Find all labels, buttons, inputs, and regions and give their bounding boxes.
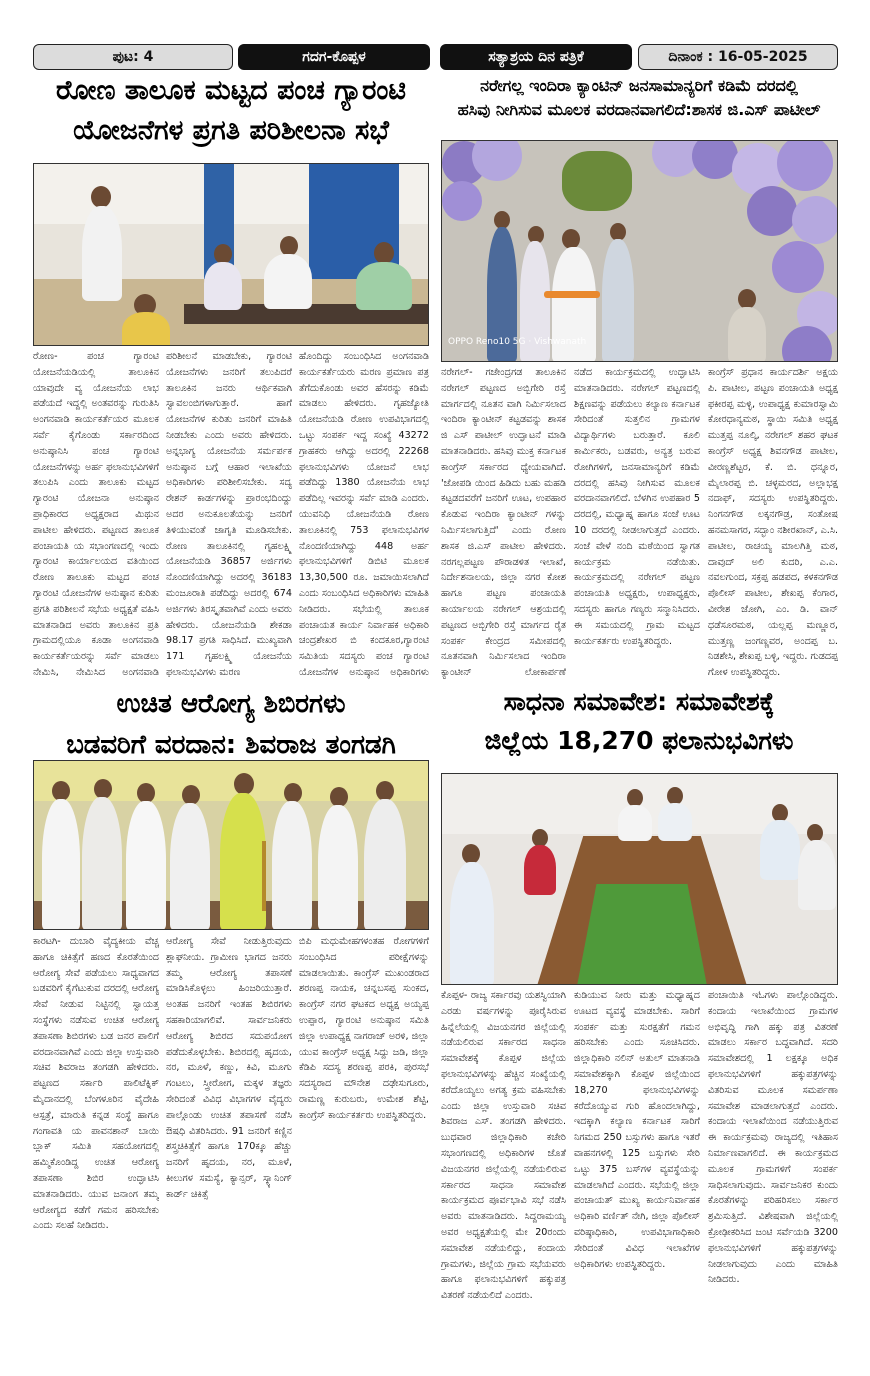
story4-headline (437, 686, 841, 757)
issue-date: ದಿನಾಂಕ : 16-05-2025 (668, 49, 808, 65)
story2-photo (441, 140, 838, 362)
story3-column3 (299, 934, 429, 1330)
date-box (638, 44, 838, 70)
story4-text3: ಪಂಚಾಯಿತಿ ಇಓಗಳು ಪಾಲ್ಗೊಂಡಿದ್ದರು. ಕಂದಾಯ ಇಲಾಖೆಯಿಂದ ಗ್ರಾಮಗಳ ಅಭಿವೃದ್ಧಿ ಗಾಗಿ ಹಕ್ಕು ಪತ್ರ ವಿತರಣೆ ಮಾಡಲು ಸರ್ಕಾರ ಬದ್ಧವಾಗಿದೆ. ಸದರಿ ಸಮಾವೇಶದಲ್ಲಿ 1 ಲಕ್ಷಕ್ಕೂ ಅಧಿಕ ಫಲಾನುಭವಿಗಳಿಗೆ ಹಕ್ಕುಪತ್ರಗಳನ್ನು ವಿತರಿಸುವ ಮೂಲಕ ಸಮರ್ಪಣಾ ಸಮಾವೇಶ ಮಾಡಲಾಗುತ್ತದೆ ಎಂದರು. ಕಂದಾಯ ಇಲಾಖೆಯಿಂದ ನಡೆಯುತ್ತಿರುವ ಈ ಕಾರ್ಯಕ್ರಮವು ರಾಜ್ಯದಲ್ಲಿ ಇತಿಹಾಸ ನಿರ್ಮಾಣವಾಗಲಿದೆ. ಈ ಕಾರ್ಯಕ್ರಮದ ಮೂಲಕ ಗ್ರಾಮಗಳಿಗೆ ಸಂಪರ್ಕ ಸಾಧಿಸಲಾಗುವುದು. ಸಾರ್ವಜನಿಕರ ಕುಂದು ಕೊರತೆಗಳನ್ನು ಪರಿಹರಿಸಲು ಸರ್ಕಾರ ಶ್ರಮಿಸುತ್ತಿದೆ. ವಿಶೇಷವಾಗಿ ಜಿಲ್ಲೆಯಲ್ಲಿ ಕ್ರೋಢೀಕರಿಸಿದ ಜಂಟಿ ಸರ್ವೆಯಡಿ 3200 ಫಲಾನುಭವಿಗಳಿಗೆ ಹಕ್ಕುಪತ್ರಗಳನ್ನು ನೀಡಲಾಗುವುದು ಎಂದು ಮಾಹಿತಿ ನೀಡಿದರು. (708, 990, 838, 1286)
story2-column3 (708, 365, 838, 679)
story4-column2 (574, 988, 700, 1330)
story2-headline-line1: ನರೇಗಲ್ಲ ಇಂದಿರಾ ಕ್ಯಾಂಟಿನ್ ಜನಸಾಮಾನ್ಯರಿಗೆ ಕಡಿಮೆ ದರದಲ್ಲಿ (480, 76, 798, 95)
story3-text3: ಬಿಪಿ ಮಧುಮೇಹಗಳಂತಹ ರೋಗಗಳಿಗೆ ಸಂಬಂಧಿಸಿದ ಪರೀಕ್ಷೆಗಳನ್ನು ಮಾಡಲಾಯಿತು. ಕಾಂಗ್ರೆಸ್ ಮುಖಂಡರಾದ ಶರಣಪ್ಪ ನಾಯಕ, ಚನ್ನಬಸಪ್ಪ ಸುಂಕದ, ಕಾಂಗ್ರೆಸ್ ನಗರ ಘಟಕದ ಅಧ್ಯಕ್ಷ ಅಯ್ಯಪ್ಪ ಉಪ್ಪಾರ, ಗ್ಯಾರಂಟಿ ಅನುಷ್ಠಾನ ಸಮಿತಿ ಜಿಲ್ಲಾ ಉಪಾಧ್ಯಕ್ಷ ನಾಗರಾಜ್ ಅರಳಿ, ಜಿಲ್ಲಾ ಯುವ ಕಾಂಗ್ರೆಸ್ ಅಧ್ಯಕ್ಷ ಸಿದ್ದು ಜಡಿ, ಜಿಲ್ಲಾ ಕೆಡಿಪಿ ಸದಸ್ಯ ಶರಣಪ್ಪ ಪರಕಿ, ಪುರಸಭೆ ಸದಸ್ಯರಾದ ಮೌನೇಶ ದಢೇಸುಗೂರು, ರಾಮಣ್ಣ ಕುರುಬರು, ಉಮೇಶ ಶೆಟ್ಟಿ, ಕಾಂಗ್ರೆಸ್ ಕಾರ್ಯಕರ್ತರು ಉಪಸ್ಥಿತರಿದ್ದರು. (299, 936, 429, 1121)
story3-photo (33, 760, 429, 930)
paper-name: ಸತ್ಯಾಶ್ರಯ ದಿನ ಪತ್ರಿಕೆ (488, 49, 584, 65)
story4-photo (441, 773, 838, 985)
story3-headline-line2: ಬಡವರಿಗೆ ವರದಾನ: ಶಿವರಾಜ ತಂಗಡಗಿ (66, 729, 396, 760)
story4-text2: ಕುಡಿಯುವ ನೀರು ಮತ್ತು ಮಧ್ಯಾಹ್ನದ ಊಟದ ವ್ಯವಸ್ಥೆ ಮಾಡಬೇಕು. ಸಾರಿಗೆ ಸಂಪರ್ಕ ಮತ್ತು ಸುರಕ್ಷತೆಗೆ ಗಮನ ಹರಿಸಬೇಕು ಎಂದು ಸೂಚಿಸಿದರು. ಜಿಲ್ಲಾಧಿಕಾರಿ ನಲಿನ್ ಅತುಲ್ ಮಾತನಾಡಿ ಸಮಾವೇಶಕ್ಕಾಗಿ ಕೊಪ್ಪಳ ಜಿಲ್ಲೆಯಿಂದ 18,270 ಫಲಾನುಭವಿಗಳನ್ನು ಕರೆದೊಯ್ಯುವ ಗುರಿ ಹೊಂದಲಾಗಿದ್ದು, ಇದಕ್ಕಾಗಿ ಕಲ್ಯಾಣ ಕರ್ನಾಟಕ ಸಾರಿಗೆ ನಿಗಮದ 250 ಬಸ್ಸುಗಳು ಹಾಗೂ ಇತರೆ ವಾಹನಗಳಲ್ಲಿ 125 ಬಸ್ಸುಗಳು ಸೇರಿ ಒಟ್ಟು 375 ಬಸ್‌ಗಳ ವ್ಯವಸ್ಥೆಯನ್ನು ಮಾಡಲಾಗಿದೆ ಎಂದರು. ಸಭೆಯಲ್ಲಿ ಜಿಲ್ಲಾ ಪಂಚಾಯತ್ ಮುಖ್ಯ ಕಾರ್ಯನಿರ್ವಾಹಕ ಅಧಿಕಾರಿ ವರ್ಣಿತ್ ನೇಗಿ, ಜಿಲ್ಲಾ ಪೊಲೀಸ್ ವರಿಷ್ಠಾಧಿಕಾರಿ, ಉಪವಿಭಾಗಾಧಿಕಾರಿ ಸೇರಿದಂತೆ ವಿವಿಧ ಇಲಾಖೆಗಳ ಅಧಿಕಾರಿಗಳು ಉಪಸ್ಥಿತರಿದ್ದರು. (574, 990, 700, 1270)
story1-column2 (166, 349, 292, 679)
photo-watermark: OPPO Reno10 5G · Vishwanath (448, 337, 587, 347)
story1-column1 (33, 349, 159, 679)
story2-headline-line2: ಹಸಿವು ನೀಗಿಸುವ ಮೂಲಕ ವರದಾನವಾಗಲಿದೆ:ಶಾಸಕ ಜಿ.ಎಸ್ ಪಾಟೀಲ್ (457, 100, 821, 119)
story3-column1 (33, 934, 159, 1330)
story1-headline (30, 74, 432, 148)
story2-column1 (441, 365, 566, 679)
story4-column3 (708, 988, 838, 1330)
story3-text2: ಆರೋಗ್ಯ ಸೇವೆ ನೀಡುತ್ತಿರುವುದು ಶ್ಲಾಘನೀಯ. ಗ್ರಾಮೀಣ ಭಾಗದ ಜನರು ತಮ್ಮ ಆರೋಗ್ಯ ತಪಾಸಣೆ ಮಾಡಿಸಿಕೊಳ್ಳಲು ಹಿಂಜರಿಯುತ್ತಾರೆ. ಅಂತಹ ಜನರಿಗೆ ಇಂತಹ ಶಿಬಿರಗಳು ಸಹಕಾರಿಯಾಗಲಿವೆ. ಸಾರ್ವಜನಿಕರು ಆರೋಗ್ಯ ಶಿಬಿರದ ಸದುಪಯೋಗ ಪಡೆದುಕೊಳ್ಳಬೇಕು. ಶಿಬಿರದಲ್ಲಿ ಹೃದಯ, ನರ, ಮೂಳೆ, ಕಣ್ಣು, ಕಿವಿ, ಮೂಗು ಗಂಟಲು, ಸ್ತ್ರೀರೋಗ, ಮಕ್ಕಳ ತಜ್ಞರು ಸೇರಿದಂತೆ ವಿವಿಧ ವಿಭಾಗಗಳ ವೈದ್ಯರು ಪಾಲ್ಗೊಂಡು ಉಚಿತ ತಪಾಸಣೆ ನಡೆಸಿ ಔಷಧಿ ವಿತರಿಸಿದರು. 91 ಜನರಿಗೆ ಕಣ್ಣಿನ ಶಸ್ತ್ರಚಿಕಿತ್ಸೆಗೆ ಹಾಗೂ 170ಕ್ಕೂ ಹೆಚ್ಚು ಜನರಿಗೆ ಹೃದಯ, ನರ, ಮೂಳೆ, ಕೀಲುಗಳ ಸಮಸ್ಯೆ, ಕ್ಯಾನ್ಸರ್, ಸ್ಕ್ಯಾನಿಂಗ್ ಕಾರ್ಡ್ ಚಿಕಿತ್ಸೆ (166, 936, 292, 1200)
story2-headline (437, 76, 841, 120)
story4-text1: ಕೊಪ್ಪಳ- ರಾಜ್ಯ ಸರ್ಕಾರವು ಯಶಸ್ವಿಯಾಗಿ ಎರಡು ವರ್ಷಗಳನ್ನು ಪೂರೈಸಿರುವ ಹಿನ್ನೆಲೆಯಲ್ಲಿ ವಿಜಯನಗರ ಜಿಲ್ಲೆಯಲ್ಲಿ ನಡೆಯಲಿರುವ ಸರ್ಕಾರದ ಸಾಧನಾ ಸಮಾವೇಶಕ್ಕೆ ಕೊಪ್ಪಳ ಜಿಲ್ಲೆಯ ಫಲಾನುಭವಿಗಳನ್ನು ಹೆಚ್ಚಿನ ಸಂಖ್ಯೆಯಲ್ಲಿ ಕರೆದೊಯ್ಯಲು ಅಗತ್ಯ ಕ್ರಮ ವಹಿಸಬೇಕು ಎಂದು ಜಿಲ್ಲಾ ಉಸ್ತುವಾರಿ ಸಚಿವ ಶಿವರಾಜ ಎಸ್. ತಂಗಡಗಿ ಹೇಳಿದರು. ಬುಧವಾರ ಜಿಲ್ಲಾಧಿಕಾರಿ ಕಚೇರಿ ಸಭಾಂಗಣದಲ್ಲಿ ಅಧಿಕಾರಿಗಳ ಜೊತೆ ವಿಜಯನಗರ ಜಿಲ್ಲೆಯಲ್ಲಿ ನಡೆಯಲಿರುವ ಸರ್ಕಾರದ ಸಾಧನಾ ಸಮಾವೇಶ ಕಾರ್ಯಕ್ರಮದ ಪೂರ್ವಭಾವಿ ಸಭೆ ನಡೆಸಿ ಅವರು ಮಾತನಾಡಿದರು. ಸಿದ್ದರಾಮಯ್ಯ ಅವರ ಅಧ್ಯಕ್ಷತೆಯಲ್ಲಿ ಮೇ 20ರಂದು ಸಮಾವೇಶ ನಡೆಯಲಿದ್ದು, ಕಂದಾಯ ಗ್ರಾಮಗಳು, ಜಿಲ್ಲೆಯ ಗ್ರಾಮ ಸಭೆಯವರು ಹಾಗೂ ಫಲಾನುಭವಿಗಳಿಗೆ ಹಕ್ಕುಪತ್ರ ವಿತರಣೆ ನಡೆಯಲಿದೆ ಎಂದರು. (441, 990, 566, 1302)
story4-headline-line2: ಜಿಲ್ಲೆಯ 18,270 ಫಲಾನುಭವಿಗಳು (484, 726, 794, 756)
story2-column2 (574, 365, 700, 679)
story2-text3: ಕಾಂಗ್ರೆಸ್ ಪ್ರಧಾನ ಕಾರ್ಯದರ್ಶಿ ಅಕ್ಷಯ ಪಿ. ಪಾಟೀಲ, ಪಟ್ಟಣ ಪಂಚಾಯತಿ ಅಧ್ಯಕ್ಷ ಫಕೀರಪ್ಪ ಮಳ್ಳಿ, ಉಪಾಧ್ಯಕ್ಷ ಕುಮಾರಸ್ವಾಮಿ ಕೋರಧಾನ್ಯಮಠ, ಸ್ಥಾಯಿ ಸಮಿತಿ ಅಧ್ಯಕ್ಷ ಮುತ್ತಪ್ಪ ನೂಲ್ಕಿ, ನರೇಗಲ್ ಶಹರ ಘಟಕ ಕಾಂಗ್ರೆಸ್ ಅಧ್ಯಕ್ಷ ಶಿವನಗೌಡ ಪಾಟೀಲ, ವೀರಣ್ಣಶೆಟ್ಟರ, ಕೆ. ಬಿ. ಧನ್ನೂರ, ಮೈಲಾರಪ್ಪ ಬಿ. ಚಳ್ಳಮರದ, ಅಲ್ಲಾಭಕ್ಷ ನದಾಫ್, ಸದಸ್ಯರು ಉಪಸ್ಥಿತರಿದ್ದರು. ನಿಂಗನಗೌಡ ಲಕ್ಕನಗೌಡ್ರ, ಸಂತೋಷ ಹನಮಸಾಗರ, ಸದ್ಭಾಂ ನಶೀರಖಾನ್, ಎ.ಸಿ. ಪಾಟೀಲ, ರಾಚಯ್ಯ ಮಾಲಗಿತ್ತಿ ಮಠ, ದಾವುದ್ ಅಲಿ ಕುದರಿ, ಎ.ಎ. ನವಲಗುಂದ, ಸಕ್ರಪ್ಪ ಹಡಪದ, ಕಳಕನಗೌಡ ಪೊಲೀಸ್ ಪಾಟೀಲ, ಶೇಖಪ್ಪ ಕೆಂಗಾರ, ವೀರೇಶ ಜೋಗಿ, ಎಂ. ಡಿ. ವಾನ್ ಧಡೆಸೂರಮಠ, ಯಲ್ಲಪ್ಪ ಮಣ್ಣೂರ, ಮುತ್ತಣ್ಣ ಜಂಗಣ್ಣವರ, ಅಂದಪ್ಪ ಬ. ನಿಡಶೇಸಿ, ಶೇಖಪ್ಪ ಬಳ್ಳಿ, ಇದ್ದರು. ಗುಡದಪ್ಪ ಗೋಳ ಉಪಸ್ಥಿತರಿದ್ದರು. (708, 367, 838, 679)
page-number-box (33, 44, 233, 70)
story4-headline-line1: ಸಾಧನಾ ಸಮಾವೇಶ: ಸಮಾವೇಶಕ್ಕೆ (503, 687, 775, 716)
story1-headline-line2: ಯೋಜನೆಗಳ ಪ್ರಗತಿ ಪರಿಶೀಲನಾ ಸಭೆ (73, 114, 389, 146)
page-number: ಪುಟ: 4 (112, 49, 154, 65)
story1-photo (33, 163, 429, 346)
story1-column3 (299, 349, 429, 679)
story2-text2: ನಡೆದ ಕಾರ್ಯಕ್ರಮದಲ್ಲಿ ಉದ್ಘಾಟಿಸಿ ಮಾತನಾಡಿದರು. ನರೇಗಲ್ ಪಟ್ಟಣದಲ್ಲಿ ಶಿಕ್ಷಣವನ್ನು ಪಡೆಯಲು ಕಲ್ಯಾಣ ಕರ್ನಾಟಕ ಸೇರಿದಂತೆ ಸುತ್ತಲಿನ ಗ್ರಾಮಗಳ ವಿದ್ಯಾರ್ಥಿಗಳು ಬರುತ್ತಾರೆ. ಕೂಲಿ ಕಾರ್ಮಿಕರು, ಬಡವರು, ಅನ್ಯತ್ರ ಬರುವ ರೋಗಿಗಳಿಗೆ, ಜನಸಾಮಾನ್ಯರಿಗೆ ಕಡಿಮೆ ದರದಲ್ಲಿ ಹಸಿವು ನೀಗಿಸುವ ಮೂಲಕ ವರದಾನವಾಗಲಿದೆ. ಬೆಳಗಿನ ಉಪಹಾರ 5 ದರದಲ್ಲಿ, ಮಧ್ಯಾಹ್ನ ಹಾಗೂ ಸಂಜೆ ಊಟ 10 ದರದಲ್ಲಿ ನೀಡಲಾಗುತ್ತದೆ ಎಂದರು. ಸಂಜೆ ವೇಳೆ ನಂದಿ ಮಠೆಯಿಂದ ಸ್ವಾಗತ ಕಾರ್ಯಕ್ರಮ ನಡೆಯಿತು. ಕಾರ್ಯಕ್ರಮದಲ್ಲಿ ನರೇಗಲ್ ಪಟ್ಟಣ ಪಂಚಾಯತಿ ಅಧ್ಯಕ್ಷರು, ಉಪಾಧ್ಯಕ್ಷರು, ಸದಸ್ಯರು ಹಾಗೂ ಗಣ್ಯರು ಸನ್ಮಾನಿಸಿದರು. ಈ ಸಮಯದಲ್ಲಿ ಗ್ರಾಮ ಮಟ್ಟದ ಕಾರ್ಯಕರ್ತರು ಉಪಸ್ಥಿತರಿದ್ದರು. (574, 367, 700, 647)
story1-text3: ಹೊಂದಿದ್ದು ಸಂಬಂಧಿಸಿದ ಅಂಗನವಾಡಿ ಕಾರ್ಯಕರ್ತೆಯರು ಮರಣ ಪ್ರಮಾಣ ಪತ್ರ ತೆಗೆದುಕೊಂಡು ಅವರ ಹೆಸರನ್ನು ಕಡಿಮೆ ಮಾಡಲು ಹೇಳಿದರು. ಗೃಹಜ್ಯೋತಿ ಯೋಜನೆಯಡಿ ರೋಣ ಉಪವಿಭಾಗದಲ್ಲಿ ಒಟ್ಟು ಸಂಪರ್ಕ ಇದ್ದ ಸಂಖ್ಯೆ 43272 ಗ್ರಾಹಕರು ಆಗಿದ್ದು ಅದರಲ್ಲಿ 22268 ಫಲಾನುಭವಿಗಳು ಯೋಜನೆ ಲಾಭ ಪಡೆದಿದ್ದು 1380 ಯೋಜನೆಯ ಲಾಭ ಪಡೆದಿಲ್ಲ ಇವರನ್ನು ಸರ್ವೆ ಮಾಡಿ ಎಂದರು. ಯುವನಿಧಿ ಯೋಜನೆಯಡಿ ರೋಣ ತಾಲೂಕಿನಲ್ಲಿ 753 ಫಲಾನುಭವಿಗಳ ನೊಂದಣಿಯಾಗಿದ್ದು 448 ಅರ್ಹ ಫಲಾನುಭವಿಗಳಿಗೆ ಡಿಬಿಟಿ ಮೂಲಕ 13,30,500 ರೂ. ಜಮಾಯಿಸಲಾಗಿದೆ ಎಂದು ಸಂಬಂಧಿಸಿದ ಅಧಿಕಾರಿಗಳು ಮಾಹಿತಿ ನೀಡಿದರು. ಸಭೆಯಲ್ಲಿ ತಾಲೂಕ ಪಂಚಾಯತ ಕಾರ್ಯ ನಿರ್ವಾಹಕ ಅಧಿಕಾರಿ ಚಂದ್ರಶೇಖರ ಬಿ ಕಂದಕೂರ,ಗ್ಯಾರಂಟಿ ಸಮಿತಿಯ ಸದಸ್ಯರು ಪಂಚ ಗ್ಯಾರಂಟಿ ಯೋಜನೆಗಳ ಅನುಷ್ಠಾನ ಅಧಿಕಾರಿಗಳು (299, 351, 429, 678)
story4-column1 (441, 988, 566, 1330)
story1-headline-line1: ರೋಣ ತಾಲೂಕ ಮಟ್ಟದ ಪಂಚ ಗ್ಯಾರಂಟಿ (56, 75, 406, 106)
story3-text1: ಕಾರಟಗಿ- ದುಬಾರಿ ವೈದ್ಯಕೀಯ ವೆಚ್ಚ ಹಾಗೂ ಚಿಕಿತ್ಸೆಗೆ ಹಣದ ಕೊರತೆಯಿಂದ ಆರೋಗ್ಯ ಸೇವೆ ಪಡೆಯಲು ಸಾಧ್ಯವಾಗದ ಬಡವರಿಗೆ ಕೈಗೆಟುಕುವ ದರದಲ್ಲಿ ಆರೋಗ್ಯ ಸೇವೆ ನೀಡುವ ನಿಟ್ಟಿನಲ್ಲಿ ಸ್ವಾಯತ್ತ ಸಂಸ್ಥೆಗಳು ನಡೆಸುವ ಉಚಿತ ಆರೋಗ್ಯ ತಪಾಸಣಾ ಶಿಬಿರಗಳು ಬಡ ಜನರ ಪಾಲಿಗೆ ವರದಾನವಾಗಿವೆ ಎಂದು ಜಿಲ್ಲಾ ಉಸ್ತುವಾರಿ ಸಚಿವ ಶಿವರಾಜ ತಂಗಡಗಿ ಹೇಳಿದರು. ಪಟ್ಟಣದ ಸರ್ಕಾರಿ ಪಾಲಿಟೆಕ್ನಿಕ್ ಮೈದಾನದಲ್ಲಿ ಬೆಂಗಳೂರಿನ ವೈದೇಹಿ ಆಸ್ಪತ್ರೆ, ಮಾರುತಿ ಕನ್ನಡ ಸಂಸ್ಥೆ ಹಾಗೂ ಗಂಗಾವತಿ ಯ ಪಾವನಶಾನ್ ಬಾಯಿ ಬ್ಲಾಕ್ ಸಮಿತಿ ಸಹಯೋಗದಲ್ಲಿ ಹಮ್ಮಿಕೊಂಡಿದ್ದ ಉಚಿತ ಆರೋಗ್ಯ ತಪಾಸಣಾ ಶಿಬಿರ ಉದ್ಘಾಟಿಸಿ ಮಾತನಾಡಿದರು. ಯುವ ಜನಾಂಗ ತಮ್ಮ ಆರೋಗ್ಯದ ಕಡೆಗೆ ಗಮನ ಹರಿಸಬೇಕು ಎಂದು ಸಲಹೆ ನೀಡಿದರು. (33, 936, 159, 1232)
paper-name-box (440, 44, 632, 70)
story3-headline (30, 688, 432, 761)
story3-column2 (166, 934, 292, 1330)
story1-text1: ರೋಣ- ಪಂಚ ಗ್ಯಾರಂಟಿ ಯೋಜನೆಯಡಿಯಲ್ಲಿ ತಾಲೂಕಿನ ಯಾವುದೇ ವ್ಯ ಯೋಜನೆಯ ಲಾಭ ಪಡೆಯದೆ ಇದ್ದಲ್ಲಿ ಅಂತವರನ್ನು ಗುರುತಿಸಿ ಅಂಗನವಾಡಿ ಕಾರ್ಯಕರ್ತೆಯರ ಮೂಲಕ ಸರ್ವೆ ಕೈಗೊಂಡು ಸರ್ಕಾರದಿಂದ ಅನುಷ್ಠಾನಿಸಿ ಪಂಚ ಗ್ಯಾರಂಟಿ ಯೋಜನೆಗಳನ್ನು ಅರ್ಹ ಫಲಾನುಭವಿಗಳಿಗೆ ತಲುಪಿಸಿ ಎಂದು ತಾಲೂಕು ಮಟ್ಟದ ಗ್ಯಾರಂಟಿ ಯೋಜನಾ ಅನುಷ್ಠಾನ ಪ್ರಾಧಿಕಾರದ ಅಧ್ಯಕ್ಷರಾದ ಮಿಥುನ ಪಾಟೀಲ ಹೇಳಿದರು. ಪಟ್ಟಣದ ತಾಲೂಕ ಪಂಚಾಯತಿ ಯ ಸಭಾಂಗಣದಲ್ಲಿ ಇಂದು ಗ್ಯಾರಂಟಿ ಕಾರ್ಯಾಲಯದ ವತಿಯಿಂದ ರೋಣ ತಾಲೂಕು ಮಟ್ಟದ ಪಂಚ ಗ್ಯಾರಂಟಿ ಯೋಜನೆಗಳ ಅನುಷ್ಠಾನ ಕುರಿತು ಪ್ರಗತಿ ಪರಿಶೀಲನೆ ಸಭೆಯ ಅಧ್ಯಕ್ಷತೆ ವಹಿಸಿ ಮಾತನಾಡಿದ ಅವರು ತಾಲೂಕಿನ ಪ್ರತಿ ಗ್ರಾಮದಲ್ಲಿಯೂ ಕೂಡಾ ಅಂಗನವಾಡಿ ಕಾರ್ಯಕರ್ತೆಯರನ್ನು ಸರ್ವೆ ಮಾಡಲು ನೇಮಿಸಿ, ನೇಮಿಸಿದ ಅಂಗನವಾಡಿ (33, 351, 159, 678)
story1-text2: ಪರಿಶೀಲನೆ ಮಾಡಬೇಕು, ಗ್ಯಾರಂಟಿ ಯೋಜನೆಗಳು ಜನರಿಗೆ ತಲುಪಿದರೆ ತಾಲೂಕಿನ ಜನರು ಆರ್ಥಿಕವಾಗಿ ಸ್ವಾವಲಂಬಿಗಳಾಗುತ್ತಾರೆ. ಹಾಗೆ ಯೋಜನೆಗಳ ಕುರಿತು ಜನರಿಗೆ ಮಾಹಿತಿ ನೀಡಬೇಕು ಎಂದು ಅವರು ಹೇಳಿದರು. ಅನ್ನಭಾಗ್ಯ ಯೋಜನೆಯ ಸರ್ಮರ್ಪಕ ಅನುಷ್ಠಾನ ಬಗ್ಗೆ ಆಹಾರ ಇಲಾಖೆಯ ಅಧಿಕಾರಿಗಳು ಪರಿಶೀಲಿಸಬೇಕು. ಸದ್ಯ ರೇಶನ್ ಕಾರ್ಡಗಳನ್ನು ಪ್ರಾರಂಭದಿಂದ್ದು ಅದರ ಅನುಕೂಲತೆಯನ್ನು ಜನರಿಗೆ ತಿಳಿಯುವಂತೆ ಜಾಗೃತಿ ಮೂಡಿಸಬೇಕು. ರೋಣ ತಾಲೂಕಿನಲ್ಲಿ ಗೃಹಲಕ್ಷ್ಮಿ ಯೋಜನೆಯಡಿ 36857 ಅರ್ಜಿಗಳು ನೊಂದಣಿಯಾಗಿದ್ದು ಅದರಲ್ಲಿ 36183 ಮಂಜೂರಾತಿ ಪಡೆದಿದ್ದು ಅದರಲ್ಲಿ 674 ಅರ್ಜಿಗಳು ತಿರಸ್ಕೃತವಾಗಿವೆ ಎಂದು ಅವರು ಹೇಳಿದರು. ಯೋಜನೆಯಡಿ ಶೇಕಡಾ 98.17 ಪ್ರಗತಿ ಸಾಧಿಸಿದೆ. ಮುಖ್ಯವಾಗಿ 171 ಗೃಹಲಕ್ಷ್ಮಿ ಯೋಜನೆಯ ಫಲಾನುಭವಿಗಳು ಮರಣ (166, 351, 292, 678)
story3-headline-line1: ಉಚಿತ ಆರೋಗ್ಯ ಶಿಬಿರಗಳು (116, 689, 346, 719)
region-label: ಗದಗ-ಕೊಪ್ಪಳ (302, 49, 366, 65)
region-box (238, 44, 430, 70)
story2-text1: ನರೇಗಲ್- ಗಜೇಂದ್ರಗಡ ತಾಲೂಕಿನ ನರೇಗಲ್ ಪಟ್ಟಣದ ಅಬ್ಬಿಗೇರಿ ರಸ್ತೆ ಮಾರ್ಗದಲ್ಲಿ ನೂತನ ವಾಗಿ ನಿರ್ಮಿಸಲಾದ ಇಂದಿರಾ ಕ್ಯಾಂಟೀನ್ ಕಟ್ಟಡವನ್ನು ಶಾಸಕ ಜಿ ಎಸ್ ಪಾಟೀಲ್ ಉದ್ಘಾಟನೆ ಮಾಡಿ ಮಾತನಾಡಿದರು. ಹಸಿವು ಮುಕ್ತ ಕರ್ನಾಟಕ ಕಾಂಗ್ರೆಸ್ ಸರ್ಕಾರದ ಧ್ಯೇಯವಾಗಿದೆ. 'ಜೋಪಡಿ ಯಿಂದ ಹಿಡಿದು ಬಹು ಮಹಡಿ ಕಟ್ಟಡದವರೆಗೆ ಜನರಿಗೆ ಊಟ, ಉಪಹಾರ ಕೊಡುವ ಇಂದಿರಾ ಕ್ಯಾಂಟೀನ್ ಗಳನ್ನು ನಿರ್ಮಿಸಲಾಗುತ್ತಿದೆ' ಎಂದು ರೋಣ ಶಾಸಕ ಜಿ.ಎಸ್ ಪಾಟೀಲ ಹೇಳಿದರು. ನರಗಲ್ಲಪಟ್ಟಣ ಪೌರಾಡಳಿತ ಇಲಾಖೆ, ನಿರ್ದೇಶನಾಲಯ, ಜಿಲ್ಲಾ ನಗರ ಕೋಶ ಹಾಗೂ ಪಟ್ಟಣ ಪಂಚಾಯತಿ ಕಾರ್ಯಾಲಯ ನರೇಗಲ್ ಆಶ್ರಯದಲ್ಲಿ ಪಟ್ಟಣದ ಅಬ್ಬಿಗೇರಿ ರಸ್ತೆ ಮಾರ್ಗದ ರೈತ ಸಂಪರ್ಕ ಕೇಂದ್ರದ ಸಮೀಪದಲ್ಲಿ ನೂತನವಾಗಿ ನಿರ್ಮಿಸಲಾದ ಇಂದಿರಾ ಕ್ಯಾಂಟೀನ್ ಲೋಕಾರ್ಪಣೆ (441, 367, 566, 679)
